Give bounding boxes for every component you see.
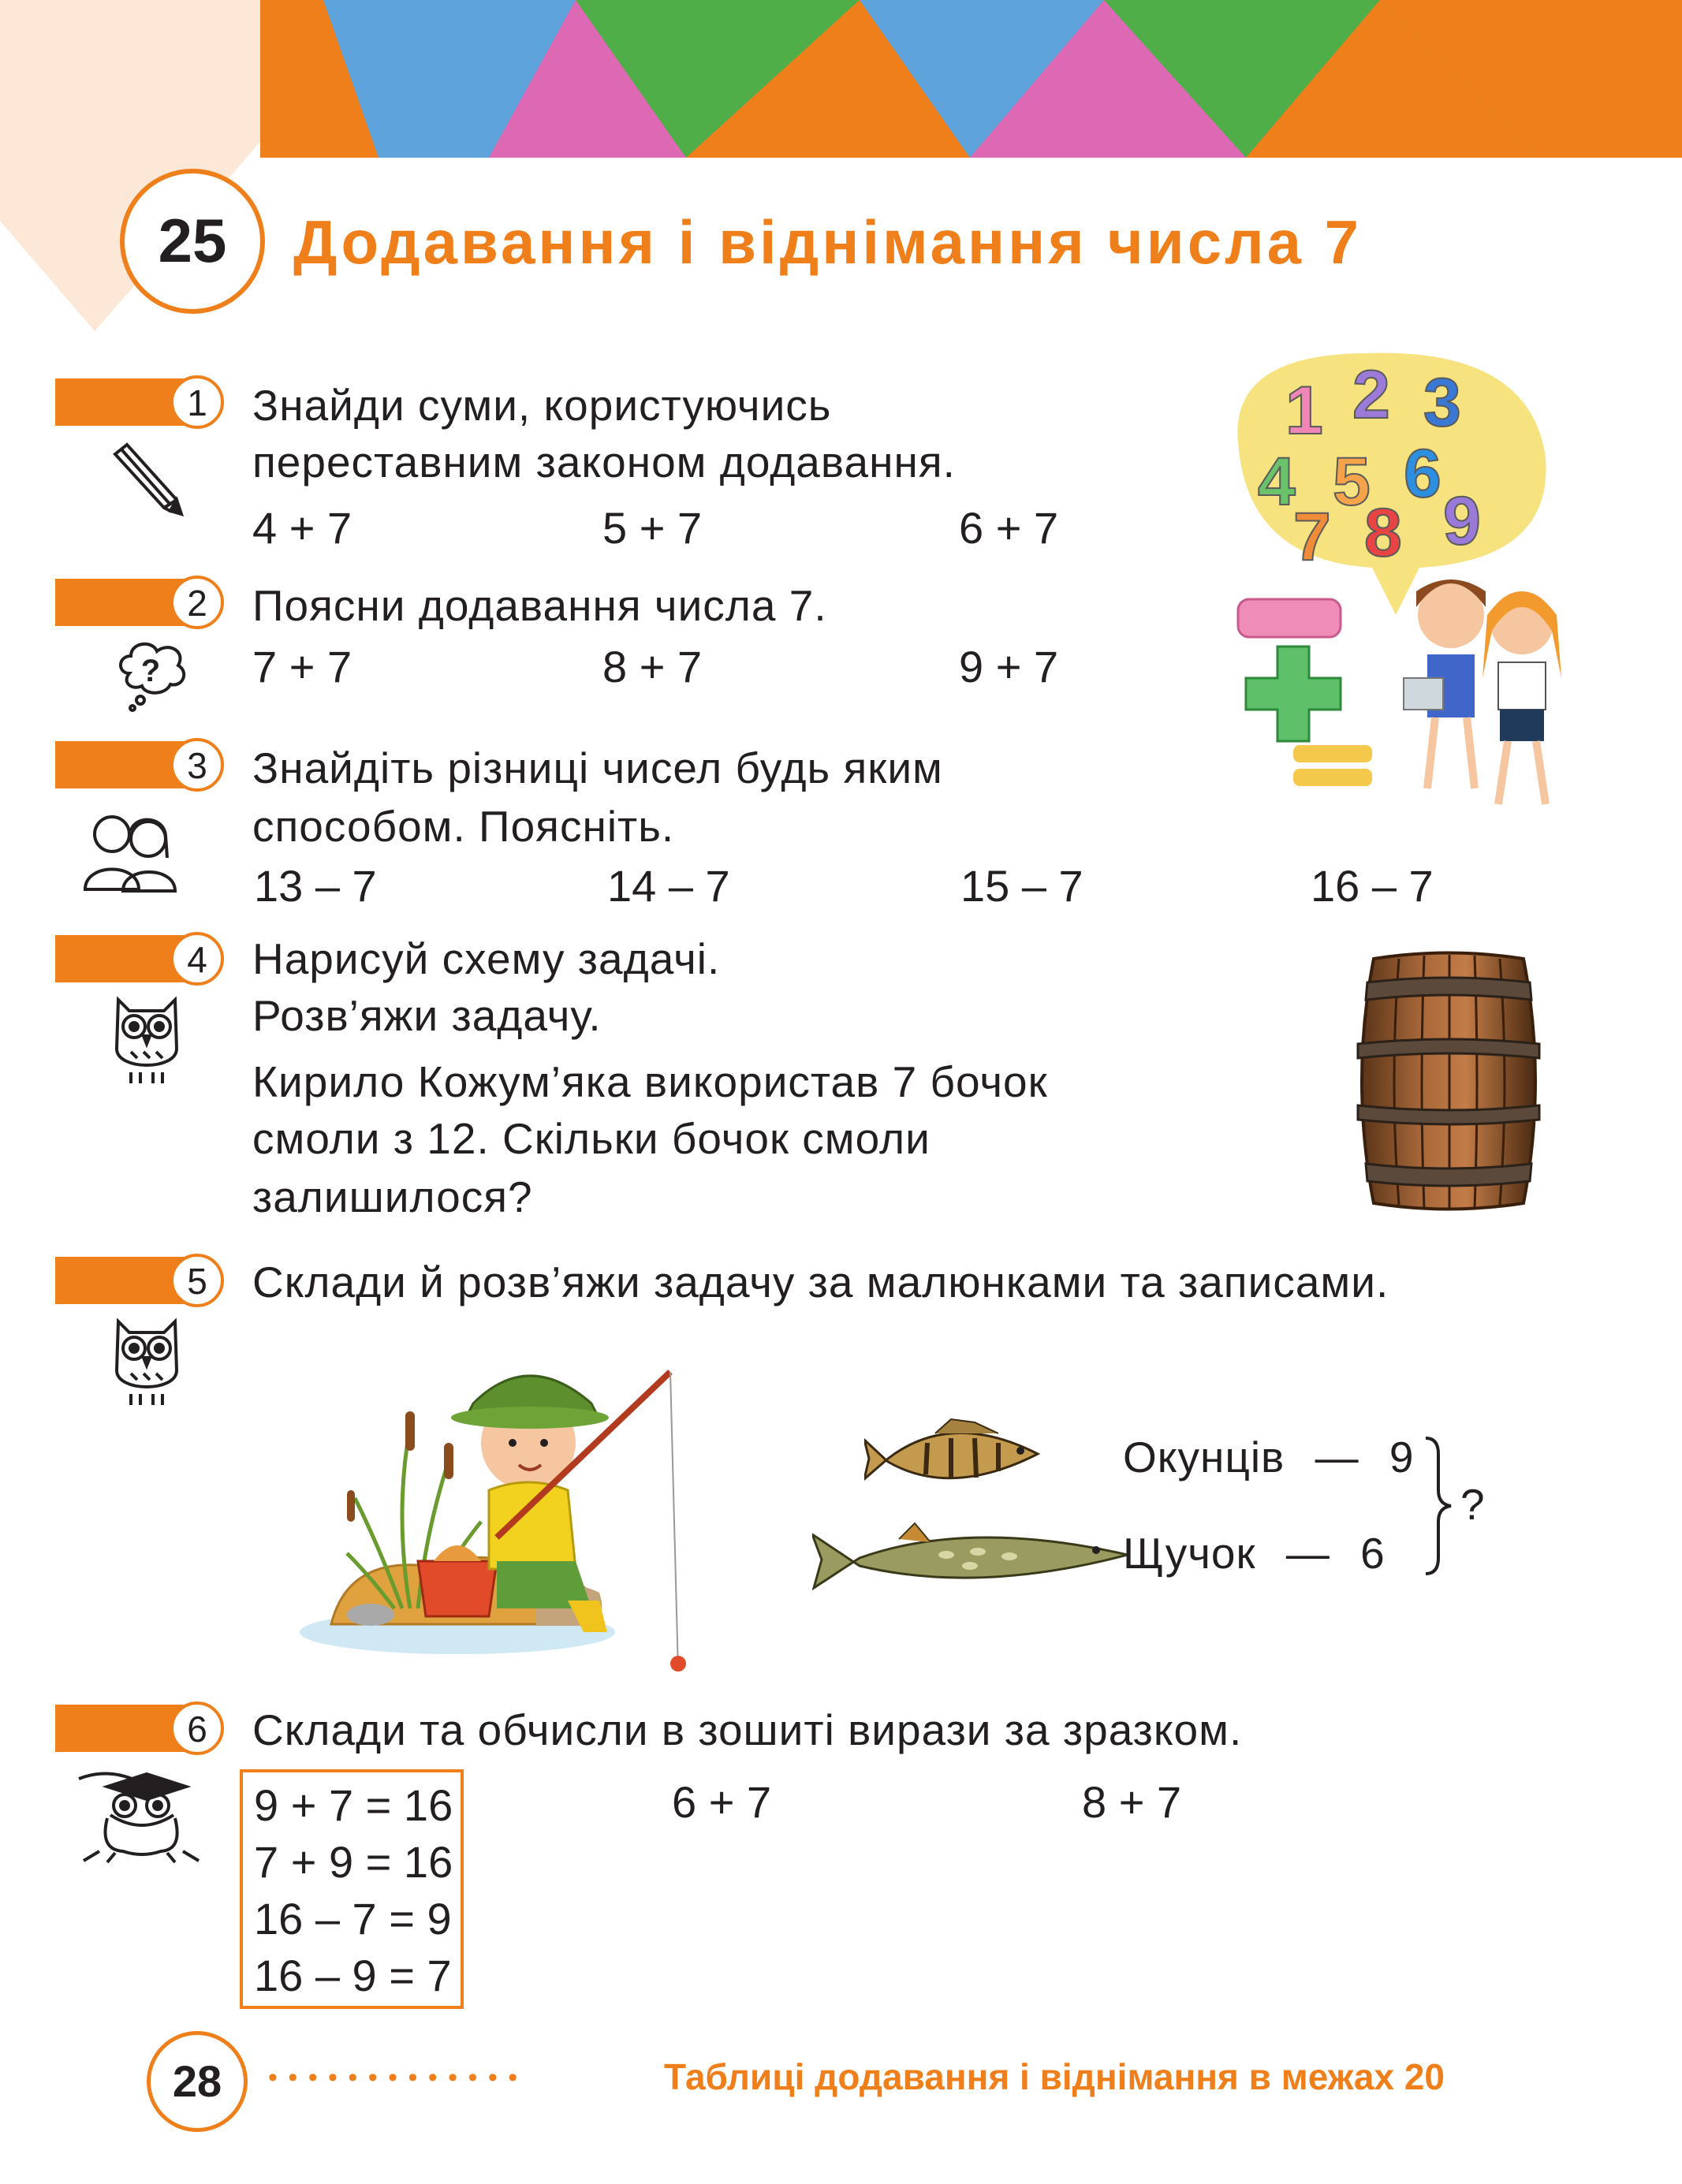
- task-6-expression: 6 + 7: [672, 1777, 772, 1827]
- footer-section-title: Таблиці додавання і віднімання в межах 20: [664, 2056, 1445, 2097]
- fish-row-pike: [1123, 1525, 1386, 1582]
- task-2-expression: 8 + 7: [602, 642, 703, 691]
- fisher-boy-illustration: [300, 1340, 741, 1683]
- digit-5: 5: [1333, 444, 1371, 520]
- footer-dots: • • • • • • • • • • • • •: [268, 2063, 520, 2093]
- digit-7: 7: [1293, 499, 1331, 575]
- task-2-text-line-1: Поясни додавання числа 7.: [252, 581, 827, 630]
- task-6-bar: [55, 1705, 189, 1752]
- sample-line: 16 – 9 = 7: [254, 1951, 452, 2000]
- sample-line: 7 + 9 = 16: [254, 1837, 453, 1887]
- task-5-bar: [55, 1257, 189, 1304]
- task-2-number: 2: [170, 576, 224, 629]
- pike-dash: —: [1285, 1529, 1330, 1578]
- digit-1: 1: [1285, 373, 1323, 449]
- pike-label: Щучок: [1123, 1529, 1256, 1578]
- pike-value: 6: [1360, 1529, 1386, 1578]
- sample-box: [240, 1769, 464, 2009]
- task-1-expression: 6 + 7: [959, 503, 1059, 553]
- task-4-text-line-3: Кирило Кожум’яка використав 7 бочок: [252, 1057, 1048, 1106]
- lesson-number-badge: [120, 169, 265, 314]
- task-3-text-line-2: способом. Поясніть.: [252, 802, 675, 851]
- task-3-text-line-1: Знайдіть різниці чисел будь яким: [252, 744, 943, 792]
- digit-9: 9: [1443, 483, 1481, 559]
- barrel-illustration: [1350, 951, 1547, 1215]
- task-5-question: ?: [1460, 1480, 1486, 1529]
- task-1-expression: 4 + 7: [252, 503, 352, 553]
- task-1-text-line-1: Знайди суми, користуючись: [252, 381, 832, 430]
- task-1-text-line-2: переставним законом додавання.: [252, 438, 956, 486]
- perch-illustration: [864, 1416, 1054, 1499]
- task-6-number: 6: [170, 1701, 224, 1755]
- page-number: 28: [172, 2056, 222, 2106]
- task-4-text-line-2: Розв’яжи задачу.: [252, 991, 602, 1040]
- svg-text:?: ?: [140, 654, 161, 688]
- task-3-expression: 16 – 7: [1311, 861, 1434, 911]
- digit-6: 6: [1404, 436, 1441, 512]
- page-number-badge: [147, 2031, 248, 2132]
- task-4-text-line-5: залишилося?: [252, 1172, 533, 1221]
- lesson-title: Додавання і віднімання числа 7: [293, 207, 1363, 277]
- owl-icon: [107, 993, 186, 1092]
- digit-8: 8: [1364, 495, 1402, 571]
- task-5-text-line-1: Склади й розв’яжи задачу за малюнками та записами.: [252, 1258, 1389, 1306]
- frog-graduate-icon: [76, 1763, 202, 1869]
- perch-dash: —: [1315, 1433, 1359, 1481]
- task-4-number: 4: [170, 932, 224, 986]
- pencil-icon: [107, 438, 186, 521]
- kids-numbers-illustration: [1214, 347, 1569, 824]
- task-2-bar: [55, 579, 189, 626]
- perch-label: Окунців: [1123, 1433, 1285, 1481]
- pike-illustration: [812, 1515, 1128, 1606]
- color-band: [260, 0, 1682, 158]
- task-3-expression: 14 – 7: [607, 861, 730, 911]
- task-3-expression: 13 – 7: [254, 861, 377, 911]
- task-4-text-line-1: Нарисуй схему задачі.: [252, 934, 721, 983]
- digit-3: 3: [1423, 365, 1461, 441]
- task-5-number: 5: [170, 1254, 224, 1307]
- digit-2: 2: [1352, 357, 1390, 433]
- sample-line: 16 – 7 = 9: [254, 1894, 452, 1944]
- thought-question-icon: [114, 634, 192, 717]
- fish-row-perch: [1123, 1429, 1414, 1485]
- task-3-bar: [55, 741, 189, 788]
- pair-work-icon: [79, 807, 181, 898]
- sample-line: 9 + 7 = 16: [254, 1780, 453, 1830]
- curly-brace-icon: [1423, 1435, 1454, 1581]
- task-1-number: 1: [170, 375, 224, 429]
- task-1-bar: [55, 378, 189, 426]
- task-4-bar: [55, 935, 189, 982]
- task-4-text-line-4: смоли з 12. Скільки бочок смоли: [252, 1114, 931, 1163]
- task-3-number: 3: [170, 738, 224, 792]
- task-1-expression: 5 + 7: [602, 503, 703, 553]
- perch-value: 9: [1389, 1433, 1415, 1481]
- owl-icon: [107, 1315, 186, 1414]
- digit-4: 4: [1258, 444, 1296, 520]
- task-6-text-line-1: Склади та обчисли в зошиті вирази за зразком.: [252, 1705, 1243, 1754]
- task-2-expression: 7 + 7: [252, 642, 352, 691]
- lesson-number: 25: [158, 206, 227, 275]
- task-3-expression: 15 – 7: [960, 861, 1083, 911]
- task-2-expression: 9 + 7: [959, 642, 1059, 691]
- task-6-expression: 8 + 7: [1082, 1777, 1182, 1827]
